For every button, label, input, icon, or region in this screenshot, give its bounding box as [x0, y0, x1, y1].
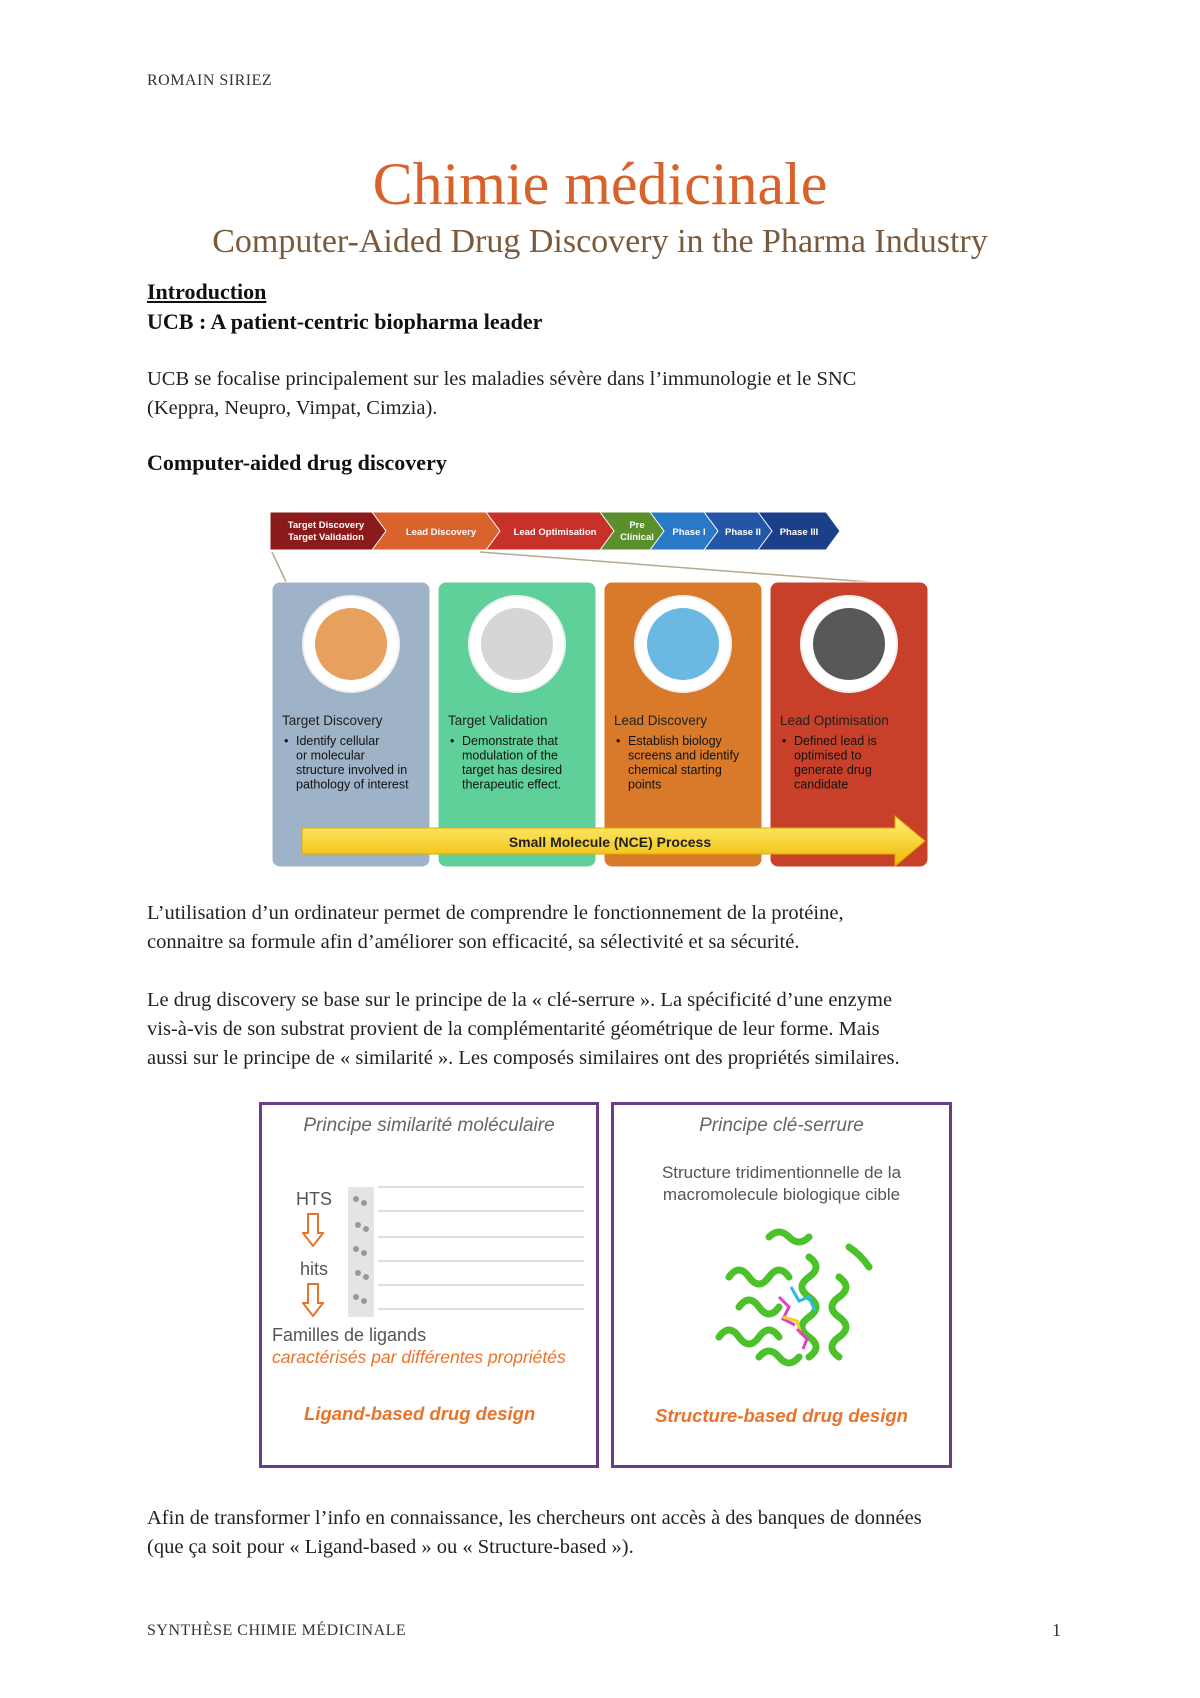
document-title: Chimie médicinale: [372, 151, 828, 217]
pipeline-card-text: candidate: [794, 777, 849, 792]
para4-line1: Afin de transformer l’info en connaissance, les chercheurs ont accès à des banques de données: [147, 1507, 922, 1529]
pipeline-card-image: [647, 608, 719, 680]
bullet-icon: •: [284, 734, 289, 748]
pipeline-card-image: [481, 608, 553, 680]
pipeline-card-title: Lead Discovery: [614, 713, 708, 728]
ucb-paragraph: [147, 365, 1077, 423]
ucb-heading: UCB : A patient-centric biopharma leader: [147, 309, 543, 334]
pipeline-card-title: Target Validation: [448, 713, 548, 728]
ucb-para-line2: (Keppra, Neupro, Vimpat, Cimzia).: [147, 397, 438, 419]
pipeline-card-text: modulation of the: [462, 748, 558, 763]
principle-paragraph: [147, 986, 1077, 1073]
structure-desc-line1: Structure tridimentionnelle de la: [661, 1163, 902, 1182]
ligand-figure-heading: Principe similarité moléculaire: [303, 1115, 555, 1136]
bullet-icon: •: [616, 734, 621, 748]
pipeline-stage-label: Lead Optimisation: [513, 527, 597, 538]
document-subtitle: Computer-Aided Drug Discovery in the Pharma Industry: [212, 223, 988, 260]
hits-label: hits: [300, 1259, 329, 1279]
pipeline-card-text: Defined lead is: [794, 734, 877, 748]
pipeline-stage-label: Phase II: [725, 527, 761, 538]
structure-based-label: Structure-based drug design: [655, 1405, 908, 1426]
pipeline-card-text: points: [628, 777, 662, 792]
pipeline-card-title: Lead Optimisation: [780, 713, 889, 728]
pipeline-card-text: or molecular: [296, 748, 365, 763]
para2-line2: connaitre sa formule afin d’améliorer son efficacité, sa sélectivité et sa sécurité.: [147, 931, 800, 953]
down-arrow-icon: [302, 1213, 324, 1247]
para3-line3: aussi sur le principe de « similarité ». Les composés similaires ont des propriétés similaires.: [147, 1047, 900, 1069]
pipeline-card-title: Target Discovery: [282, 713, 383, 728]
pipeline-stages: [270, 512, 840, 550]
structure-based-figure: [611, 1102, 952, 1468]
footer-title: SYNTHÈSE CHIMIE MÉDICINALE: [147, 1622, 407, 1639]
para4-line2: (que ça soit pour « Ligand-based » ou « Structure-based »).: [147, 1536, 634, 1558]
pipeline-stage-label: Target Discovery: [287, 520, 365, 531]
ucb-para-line1: UCB se focalise principalement sur les maladies sévère dans l’immunologie et le SNC: [147, 368, 857, 390]
ligand-based-figure: [259, 1102, 599, 1468]
process-arrow-label: Small Molecule (NCE) Process: [508, 834, 712, 850]
pipeline-cards: [272, 582, 928, 867]
para3-line1: Le drug discovery se base sur le principe de la « clé-serrure ». La spécificité d’une enzyme: [147, 989, 893, 1011]
ligand-based-label: Ligand-based drug design: [304, 1403, 536, 1424]
pipeline-card-text: structure involved in: [296, 763, 408, 777]
pipeline-card-text: generate drug: [794, 763, 872, 777]
structure-desc-line2: macromolecule biologique cible: [662, 1185, 901, 1204]
bullet-icon: •: [782, 734, 787, 748]
pipeline-stage-label: Phase I: [672, 527, 706, 538]
characterised-label: caractérisés par différentes propriétés: [272, 1347, 566, 1367]
pipeline-card-text: Establish biology: [628, 734, 722, 748]
compound-table-image: [348, 1181, 588, 1321]
para3-line2: vis-à-vis de son substrat provient de la complémentarité géométrique de leur forme. Mais: [147, 1018, 880, 1040]
pipeline-card-text: screens and identify: [628, 748, 740, 763]
pipeline-card-text: pathology of interest: [296, 777, 409, 792]
pipeline-card-text: therapeutic effect.: [462, 777, 562, 792]
header-author: ROMAIN SIRIEZ: [147, 72, 273, 89]
pipeline-card-text: target has desired: [462, 763, 563, 777]
protein-structure-image: [709, 1217, 879, 1387]
pipeline-card-text: Identify cellular: [296, 734, 380, 748]
hts-label: HTS: [296, 1189, 332, 1209]
structure-figure-heading: Principe clé-serrure: [699, 1115, 864, 1136]
pipeline-card-image: [315, 608, 387, 680]
pipeline-stage-label: Target Validation: [288, 532, 364, 543]
intro-heading: Introduction: [147, 279, 267, 304]
computer-paragraph: [147, 899, 1077, 957]
page-number: 1: [1052, 1620, 1061, 1640]
pipeline-card-text: chemical starting: [628, 763, 722, 777]
database-paragraph: [147, 1504, 1077, 1562]
pipeline-stage-label: Pre: [629, 520, 645, 531]
pipeline-stage-label: Lead Discovery: [405, 527, 477, 538]
bullet-icon: •: [450, 734, 455, 748]
cad-heading: Computer-aided drug discovery: [147, 450, 447, 475]
drug-discovery-pipeline-figure: [270, 510, 942, 872]
pipeline-card-text: Demonstrate that: [462, 734, 558, 748]
para2-line1: L’utilisation d’un ordinateur permet de comprendre le fonctionnement de la protéine,: [147, 902, 844, 924]
down-arrow-icon: [302, 1283, 324, 1317]
pipeline-card-text: optimised to: [794, 748, 862, 763]
pipeline-stage-label: Phase III: [779, 527, 819, 538]
families-label: Familles de ligands: [272, 1325, 427, 1345]
pipeline-stage-label: Clinical: [620, 532, 654, 543]
pipeline-card-image: [813, 608, 885, 680]
